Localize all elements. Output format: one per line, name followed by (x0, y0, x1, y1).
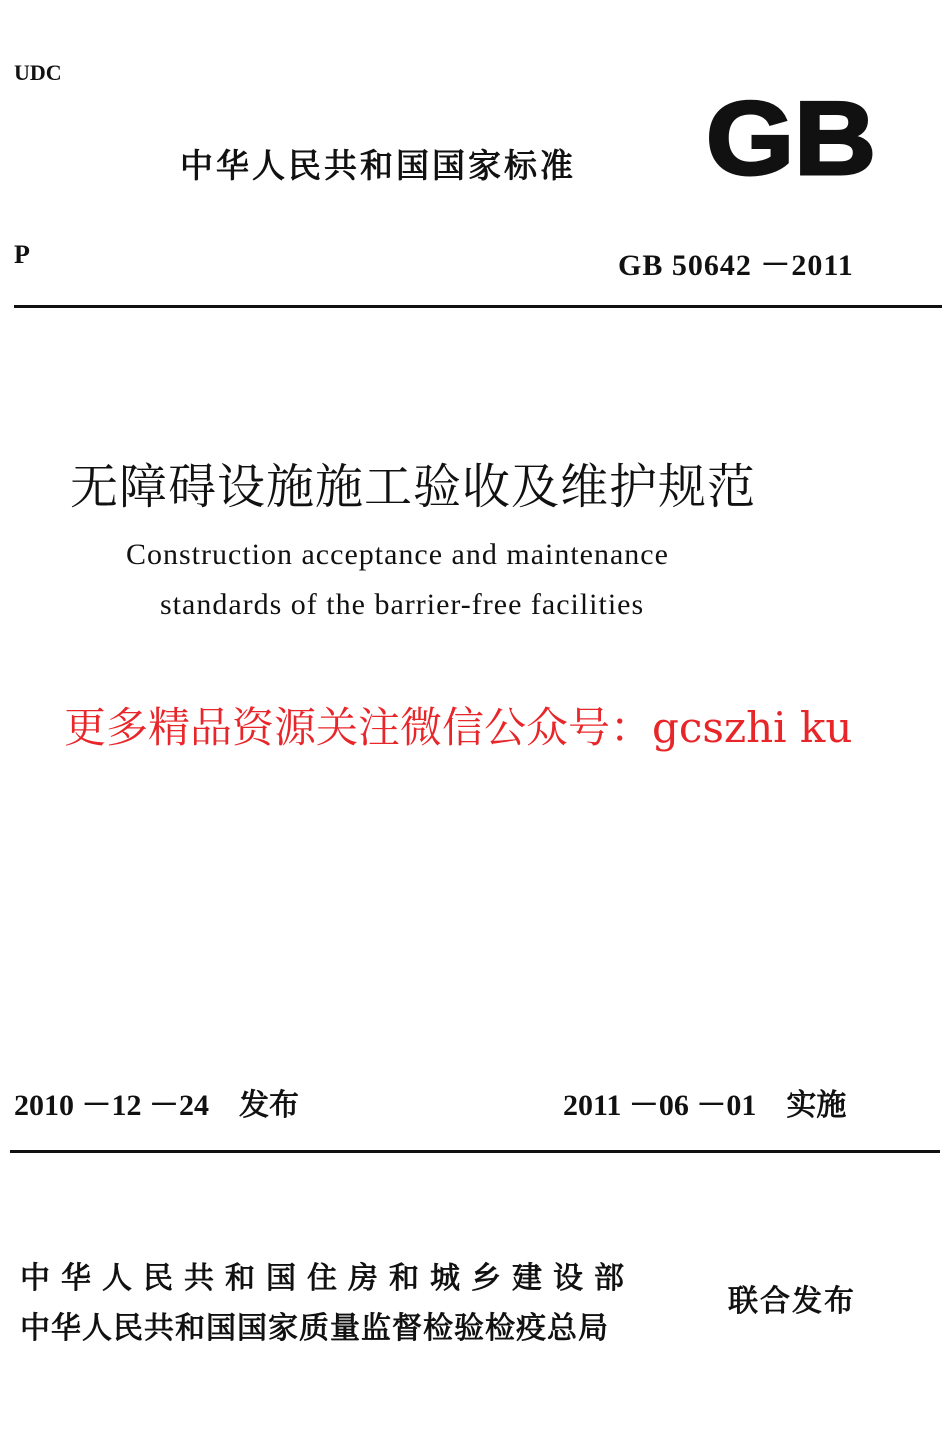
implement-date-block (563, 1080, 846, 1124)
issue-label: 发布 (239, 1088, 299, 1123)
bottom-divider (10, 1150, 940, 1153)
standard-number: GB 50642 －2011 (618, 249, 854, 282)
udc-label: UDC (14, 60, 62, 85)
issue-date: 2010 －12 －24 (14, 1089, 209, 1122)
joint-publish-label: 联合发布 (728, 1284, 856, 1319)
title-chinese: 无障碍设施施工验收及维护规范 (70, 459, 757, 515)
classification-code: P (14, 240, 30, 269)
title-english-line1: Construction acceptance and maintenance (126, 538, 669, 571)
top-divider (14, 305, 942, 308)
issue-date-block (14, 1080, 299, 1124)
national-standard-title: 中华人民共和国国家标准 (180, 146, 576, 185)
gb-logo (702, 88, 880, 184)
title-english-line2: standards of the barrier-free facilities (160, 588, 645, 621)
gb-logo-text: GB (706, 88, 876, 184)
watermark-text: 更多精品资源关注微信公众号：gcszhi ku (64, 703, 853, 752)
publisher-line2: 中华人民共和国国家质量监督检验检疫总局 (20, 1311, 609, 1346)
publisher-line1: 中华人民共和国住房和城乡建设部 (20, 1261, 635, 1296)
implement-date: 2011 －06 －01 (563, 1089, 757, 1122)
implement-label: 实施 (786, 1088, 847, 1123)
